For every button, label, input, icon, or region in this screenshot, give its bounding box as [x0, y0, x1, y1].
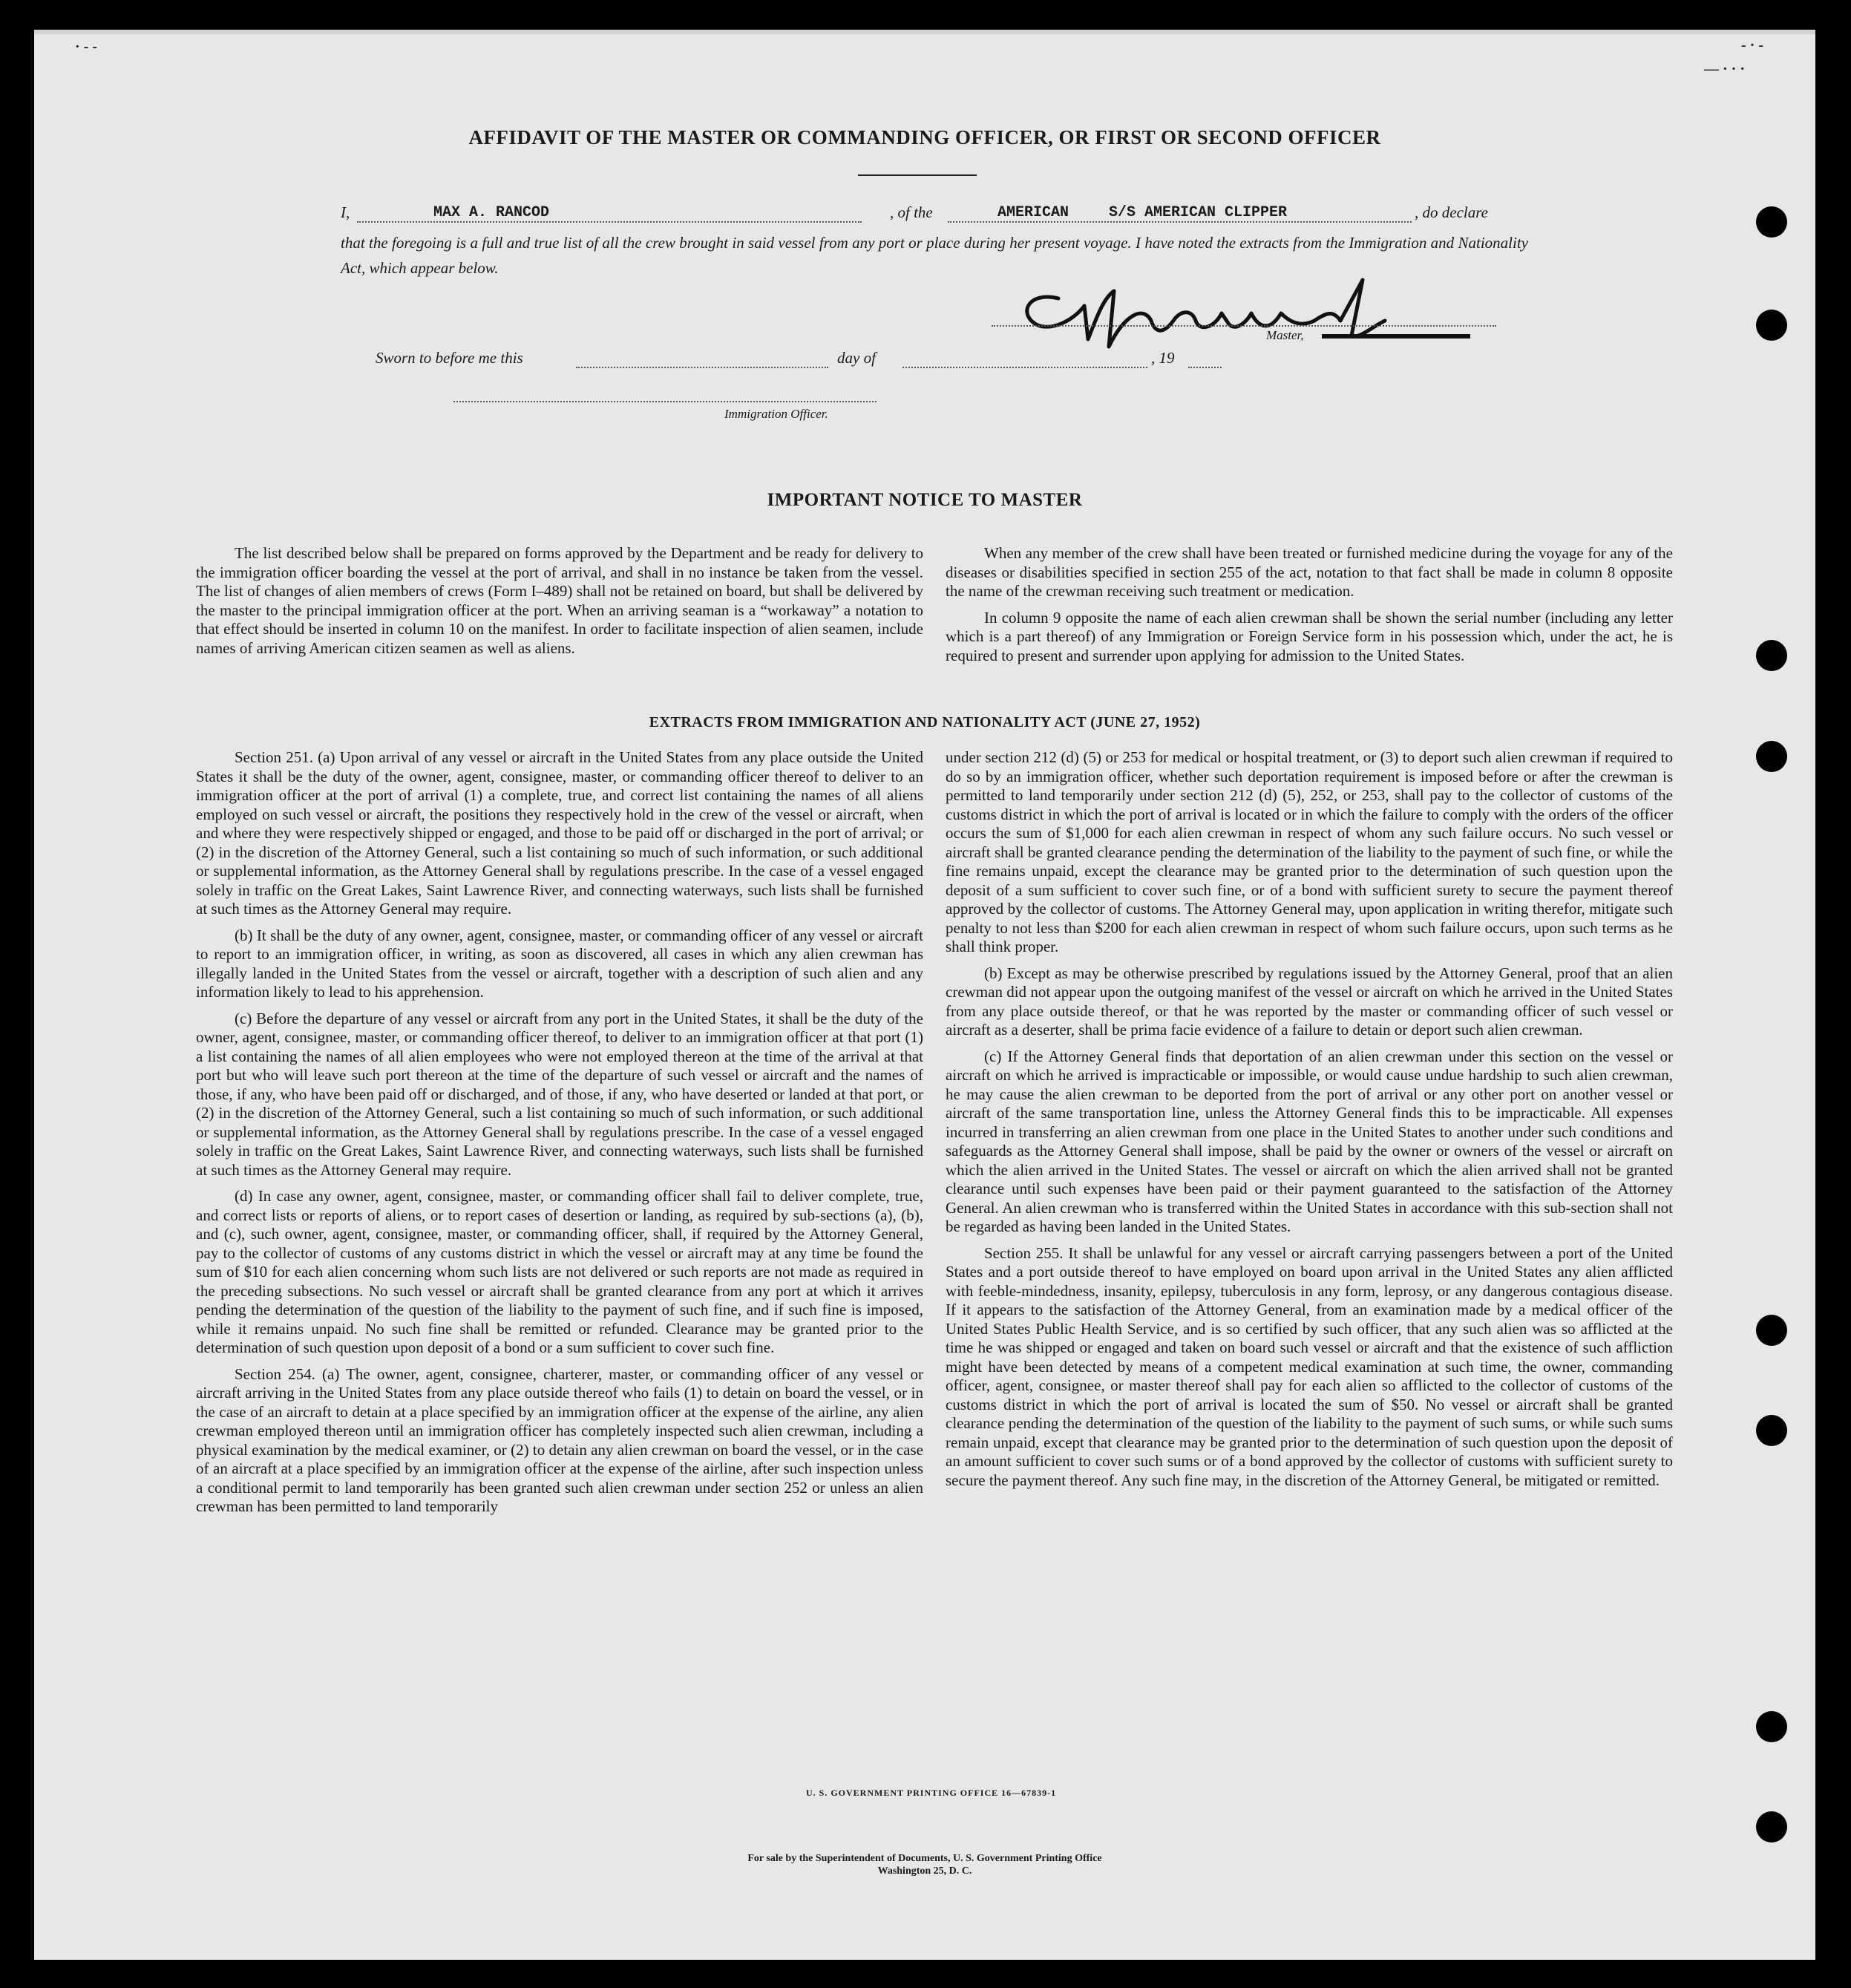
scan-mark: - · - — [1741, 37, 1763, 53]
affidavit-title: AFFIDAVIT OF THE MASTER OR COMMANDING OFFICER, OR FIRST OR SECOND OFFICER — [468, 126, 1381, 148]
binder-hole — [1756, 741, 1787, 772]
immigration-officer-label: Immigration Officer. — [724, 407, 828, 421]
act-section-paragraph: under section 212 (d) (5) or 253 for medical or hospital treatment, or (3) to deport such alien crewman if required to do so by an immigration officer, whether such deportation requirement is imposed before or after the crewman is permitted to land temporarily under section 212 (d) (5), 252, or 253, shall pay to the collector of customs of the customs district in which the port of arrival is located or in which the failure to comply with the orders of the officer occurs the sum of $1,000 for each alien crewman in respect of whom any such failure occurs. No such vessel or aircraft shall be granted clearance pending the determination of the liability to the payment of such fine, or while the fine remains unpaid, except the clearance may be granted prior to the determination of such question upon the deposit of a sum sufficient to cover such fine, or of a bond with sufficient surety to secure the payment thereof approved by the collector of customs. The Attorney General may, upon application in writing therefor, mitigate such penalty to not less than $200 for each alien crewman in respect of whom such failure occurs, upon such terms as he shall think proper. — [946, 748, 1673, 955]
scan-mark: — · · · — [1704, 61, 1746, 77]
act-section-paragraph: (c) Before the departure of any vessel or aircraft from any port in the United States, it shall be the duty of the owner, agent, consignee, master, or commanding officer thereof, to deliver to an immigration officer at that port (1) a list containing the names of all alien employees who were not employed thereon at the time of the arrival at that port but who will leave such port thereon at the time of the departure of such vessel or aircraft and the names of those, if any, who have been paid off or discharged, and of those, if any, who have deserted or landed at that port, or (2) in the discretion of the Attorney General, such a list containing so much of such information, or such additional or supplemental information, as the Attorney General shall by regulations prescribe. In the case of a vessel engaged solely in traffic on the Great Lakes, Saint Lawrence River, and connecting waterways, such lists shall be furnished at such times as the Attorney General may require. — [196, 1009, 923, 1179]
nationality-value: AMERICAN — [997, 204, 1069, 221]
binder-hole — [1756, 640, 1787, 671]
act-section-paragraph: Section 254. (a) The owner, agent, consignee, charterer, master, or commanding officer of any vessel or aircraft arriving in the United States from any place outside thereof who fails (1) to detain on board the vessel, or in the case of an aircraft to detain at a place specified by an immigration officer at the expense of the airline, any alien crewman employed thereon until an immigration officer has completely inspected such alien crewman, including a physical examination by the medical examiner, or (2) to detain any alien crewman on board the vessel, or in the case of an aircraft at a place specified by an immigration officer at the expense of the airline, after such inspection unless a conditional permit to land temporarily has been granted such alien crewman under section 252 or unless an alien crewman has been permitted to land temporarily — [196, 1364, 923, 1515]
of-the-label: , of the — [890, 203, 933, 221]
extracts-left-column — [196, 748, 923, 1524]
binder-hole — [1756, 310, 1787, 341]
master-signature — [1014, 269, 1400, 358]
sworn-year-field — [1188, 349, 1222, 368]
printing-office-imprint: U. S. GOVERNMENT PRINTING OFFICE 16—67839-1 — [806, 1788, 1057, 1798]
notice-paragraph: The list described below shall be prepared on forms approved by the Department and be ready for delivery to the immigration officer boarding the vessel at the port of arrival, and shall in no instance be taken from the vessel. The list of changes of alien members of crews (Form I–489) shall not be retained on board, but shall be delivered by the master to the principal immigration officer at the port. When an arriving seaman is a “workaway” a notation to that effect should be inserted in column 10 on the manifest. In order to facilitate inspection of alien seamen, include names of arriving American citizen seamen as well as aliens. — [196, 544, 923, 657]
binder-hole — [1756, 1415, 1787, 1446]
do-declare-label: , do declare — [1415, 203, 1488, 221]
notice-right-column — [946, 544, 1673, 673]
binder-hole — [1756, 1811, 1787, 1843]
title-rule — [858, 174, 977, 176]
act-section-paragraph: Section 251. (a) Upon arrival of any vessel or aircraft in the United States from any place outside the United States it shall be the duty of the owner, agent, consignee, master, or commanding officer thereof to deliver to an immigration officer at the port of arrival (1) a complete, true, and correct list containing the names of all aliens employed on such vessel or aircraft, the positions they respectively hold in the crew of the vessel or aircraft, when and where they were respectively shipped or engaged, and those to be paid off or discharged in the port of arrival; or (2) in the discretion of the Attorney General, such a list containing so much of such information, or such additional or supplemental information, as the Attorney General shall by regulations prescribe. In the case of a vessel engaged solely in traffic on the Great Lakes, Saint Lawrence River, and connecting waterways, such lists shall be furnished at such times as the Attorney General may require. — [196, 748, 923, 918]
notice-title: IMPORTANT NOTICE TO MASTER — [767, 490, 1083, 510]
master-name-value: MAX A. RANCOD — [433, 204, 550, 221]
struck-out-text — [1322, 334, 1470, 339]
year-label: , 19 — [1151, 349, 1175, 367]
extracts-title: EXTRACTS FROM IMMIGRATION AND NATIONALITY ACT (JUNE 27, 1952) — [649, 714, 1201, 730]
name-field-line — [357, 202, 862, 223]
notice-paragraph: When any member of the crew shall have been treated or furnished medicine during the voyage for any of the diseases or disabilities specified in section 255 of the act, notation to that fact shall be made in column 8 opposite the name of the crewman receiving such treatment or medication. — [946, 544, 1673, 600]
notice-paragraph: In column 9 opposite the name of each alien crewman shall be shown the serial number (including any letter which is a part thereof) of any Immigration or Foreign Service form in his possession which, under the act, he is required to present and surrender upon applying for admission to the United States. — [946, 608, 1673, 664]
sworn-label: Sworn to before me this — [376, 349, 523, 367]
declaration-line — [341, 202, 1528, 232]
scan-mark: · - - — [75, 39, 97, 55]
act-section-paragraph: (b) It shall be the duty of any owner, agent, consignee, master, or commanding officer of any vessel or aircraft to report to an immigration officer, in writing, as soon as discovered, all cases in which any alien crewman has illegally landed in the United States from the vessel or aircraft, together with a description of such alien and any information likely to lead to his apprehension. — [196, 926, 923, 1001]
binder-hole — [1756, 1711, 1787, 1742]
master-caption: Master, — [1266, 328, 1304, 342]
day-of-label: day of — [837, 349, 876, 367]
binder-hole — [1756, 206, 1787, 238]
for-sale-line: For sale by the Superintendent of Documents, U. S. Government Printing Office — [747, 1853, 1102, 1864]
sworn-month-field — [902, 349, 1147, 368]
act-section-paragraph: Section 255. It shall be unlawful for any vessel or aircraft carrying passengers between a port of the United States and a port outside thereof to have employed on board upon arrival in the United States any alien afflicted with feeble-mindedness, insanity, epilepsy, tuberculosis in any form, leprosy, or any dangerous contagious disease. If it appears to the satisfaction of the Attorney General, from an examination made by a medical officer of the United States Public Health Service, and is so certified by such officer, that any such alien was so afflicted at the time he was shipped or engaged and taken on board such vessel or aircraft and that the existence of such affliction might have been detected by means of a competent medical examination at such time, the owner, commanding officer, agent, consignee, or master thereof shall pay for each alien so afflicted to the collector of customs of the customs district in which the port of arrival is located the sum of $50. No vessel or aircraft shall be granted clearance pending the determination of the question of the liability to the payment of such sums, or while such sums remain unpaid, except that clearance may be granted prior to the determination of such question upon the deposit of an amount sufficient to cover such sums or of a bond approved by the collector of customs with sufficient surety to secure the payment thereof. Any such fine may, in the discretion of the Attorney General, be mitigated or remitted. — [946, 1243, 1673, 1489]
immigration-officer-line — [453, 401, 877, 402]
act-section-paragraph: (c) If the Attorney General finds that deportation of an alien crewman under this section on the vessel or aircraft on which he arrived is impracticable or impossible, or would cause undue hardship to such alien crewman, he may cause the alien crewman to be deported from the port of arrival or any other port on another vessel or aircraft of the same transportation line, unless the Attorney General finds this to be impracticable. All expenses incurred in transferring an alien crewman from one place in the United States to another under such conditions and safeguards as the Attorney General shall impose, shall be paid by the owner or owners of the vessel or aircraft on which the alien arrived in the United States. The vessel or aircraft on which the alien arrived shall not be granted clearance until such expenses have been paid or their payment guaranteed to the satisfaction of the Attorney General. An alien crewman who is transferred within the United States in accordance with this sub-section shall not be regarded as having been landed in the United States. — [946, 1047, 1673, 1235]
declaration-statement: that the foregoing is a full and true list of all the crew brought in said vessel from any port or place during her present voyage. I have noted the extracts from the Immigration and Nationality Act, which appear below. — [341, 234, 1528, 277]
page-edge — [34, 30, 1815, 34]
signature-line — [992, 325, 1496, 327]
extracts-right-column — [946, 748, 1673, 1497]
address-line: Washington 25, D. C. — [877, 1866, 972, 1877]
affidavit-page — [34, 30, 1815, 1960]
notice-left-column — [196, 544, 923, 665]
declaration-pronoun: I, — [341, 203, 350, 221]
act-section-paragraph: (b) Except as may be otherwise prescribed by regulations issued by the Attorney General, proof that an alien crewman did not appear upon the outgoing manifest of the vessel or aircraft on which he arrived in the United States from any place outside thereof, or that he was reported by the master or commanding officer of such vessel or aircraft as a deserter, shall be prima facie evidence of a failure to detain or deport such alien crewman. — [946, 964, 1673, 1039]
vessel-name-value: S/S AMERICAN CLIPPER — [1109, 204, 1288, 221]
act-section-paragraph: (d) In case any owner, agent, consignee, master, or commanding officer shall fail to deliver complete, true, and correct lists or reports of aliens, or to report cases of desertion or landing, as required by sub-sections (a), (b), and (c), such owner, agent, consignee, master, or commanding officer, shall, if required by the Attorney General, pay to the collector of customs of any customs district in which the vessel or aircraft may at any time be found the sum of $10 for each alien concerning whom such lists are not delivered or such reports are not made as required in the preceding subsections. No such vessel or aircraft shall be granted clearance from any port at which it arrives pending the determination of the question of the liability to the payment of such fine, and if such fine is imposed, while it remains unpaid. No such fine shall be remitted or refunded. Clearance may be granted prior to the determination of such question upon deposit of a bond or a sum sufficient to cover such fine. — [196, 1187, 923, 1356]
binder-hole — [1756, 1315, 1787, 1346]
for-sale-notice — [34, 1852, 1815, 1877]
sworn-day-field — [576, 349, 828, 368]
sworn-line — [376, 349, 1340, 379]
